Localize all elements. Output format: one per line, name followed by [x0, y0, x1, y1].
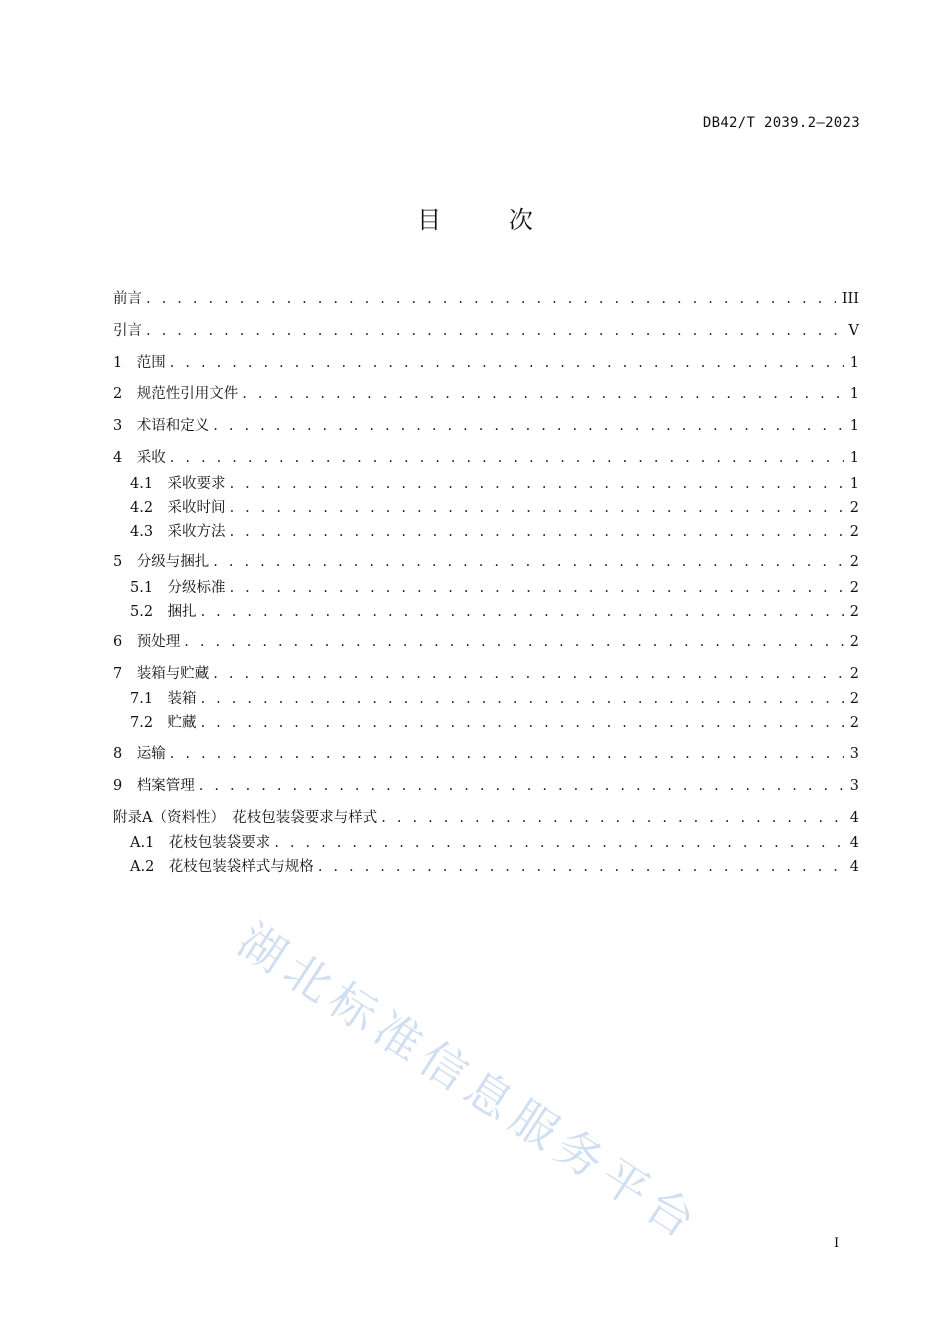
toc-entry-page: 2: [849, 604, 859, 620]
toc-leader-dots: [201, 713, 844, 733]
toc-entry[interactable]: [113, 808, 859, 828]
toc-entry-page: 2: [849, 580, 859, 596]
toc-subentry[interactable]: [130, 857, 859, 877]
toc-leader-dots: [201, 689, 844, 709]
toc-entry-page: 2: [849, 691, 859, 707]
toc-entry-label: 7 装箱与贮藏: [113, 666, 210, 682]
toc-entry-page: 1: [849, 418, 859, 434]
toc-entry-page: 4: [849, 859, 859, 875]
toc-entry-label: 4.1 采收要求: [130, 476, 226, 492]
toc-leader-dots: [199, 776, 844, 796]
toc-entry[interactable]: [113, 744, 859, 764]
standard-code: DB42/T 2039.2—2023: [702, 115, 860, 131]
toc-entry-page: 1: [849, 386, 859, 402]
toc-entry[interactable]: [113, 289, 859, 309]
toc-entry-page: 1: [849, 355, 859, 371]
toc-entry-page: 2: [849, 634, 859, 650]
toc-leader-dots: [170, 744, 844, 764]
toc-entry[interactable]: [113, 632, 859, 652]
toc-entry[interactable]: [113, 353, 859, 373]
toc-entry-label: 前言: [113, 291, 142, 307]
toc-entry-page: 4: [849, 835, 859, 851]
page-title: [0, 200, 950, 235]
toc-entry-page: 3: [849, 746, 859, 762]
toc-subentry[interactable]: [130, 578, 859, 598]
footer-page-number: I: [834, 1236, 840, 1251]
toc-entry-page: 1: [849, 476, 859, 492]
toc-leader-dots: [213, 416, 844, 436]
toc-entry-label: A.2 花枝包装袋样式与规格: [130, 859, 314, 875]
toc-subentry[interactable]: [130, 602, 859, 622]
toc-entry-page: 2: [849, 554, 859, 570]
toc-entry[interactable]: [113, 448, 859, 468]
toc-entry-label: 5.2 捆扎: [130, 604, 197, 620]
toc-subentry[interactable]: [130, 522, 859, 542]
toc-leader-dots: [146, 321, 843, 341]
toc-leader-dots: [230, 522, 844, 542]
toc-subentry[interactable]: [130, 498, 859, 518]
toc-entry-label: 6 预处理: [113, 634, 181, 650]
toc-subentry[interactable]: [130, 833, 859, 853]
toc-entry-label: 附录A（资料性） 花枝包装袋要求与样式: [113, 810, 378, 826]
toc-entry-label: 5 分级与捆扎: [113, 554, 210, 570]
toc-entry-page: 2: [849, 524, 859, 540]
toc-leader-dots: [184, 632, 844, 652]
toc-leader-dots: [230, 474, 844, 494]
toc-entry[interactable]: [113, 416, 859, 436]
toc-entry-label: 3 术语和定义: [113, 418, 210, 434]
toc-entry-page: 3: [849, 778, 859, 794]
toc-entry[interactable]: [113, 776, 859, 796]
toc-entry-label: 9 档案管理: [113, 778, 195, 794]
toc-entry-label: 7.1 装箱: [130, 691, 197, 707]
toc-entry[interactable]: [113, 552, 859, 572]
toc-entry-page: 2: [849, 666, 859, 682]
toc-entry-label: 引言: [113, 323, 142, 339]
toc-leader-dots: [170, 448, 844, 468]
toc-leader-dots: [242, 384, 844, 404]
toc-entry-label: A.1 花枝包装袋要求: [130, 835, 271, 851]
toc-leader-dots: [201, 602, 844, 622]
toc-entry-label: 8 运输: [113, 746, 166, 762]
toc-entry-label: 7.2 贮藏: [130, 715, 197, 731]
toc-entry-label: 4.3 采收方法: [130, 524, 226, 540]
toc-leader-dots: [213, 664, 844, 684]
toc-leader-dots: [230, 578, 844, 598]
toc-entry-label: 4 采收: [113, 450, 166, 466]
toc-entry-page: 4: [849, 810, 859, 826]
toc-entry-label: 5.1 分级标准: [130, 580, 226, 596]
toc-entry[interactable]: [113, 664, 859, 684]
toc-leader-dots: [146, 289, 836, 309]
toc-entry-page: III: [841, 291, 859, 307]
watermark: 湖北标准信息服务平台: [228, 912, 711, 1253]
toc-leader-dots: [170, 353, 844, 373]
toc-entry-page: 1: [849, 450, 859, 466]
toc-entry-label: 4.2 采收时间: [130, 500, 226, 516]
toc-subentry[interactable]: [130, 474, 859, 494]
toc-leader-dots: [318, 857, 844, 877]
toc-entry[interactable]: [113, 321, 859, 341]
toc-leader-dots: [213, 552, 844, 572]
toc-entry-label: 2 规范性引用文件: [113, 386, 239, 402]
toc-leader-dots: [274, 833, 843, 853]
title-char-2: 次: [508, 206, 533, 234]
title-char-1: 目: [417, 206, 442, 234]
toc-entry-page: 2: [849, 500, 859, 516]
toc-entry[interactable]: [113, 384, 859, 404]
toc-leader-dots: [381, 808, 844, 828]
toc-entry-page: V: [848, 323, 859, 339]
toc-subentry[interactable]: [130, 713, 859, 733]
toc-entry-page: 2: [849, 715, 859, 731]
toc-leader-dots: [230, 498, 844, 518]
toc-entry-label: 1 范围: [113, 355, 166, 371]
toc-subentry[interactable]: [130, 689, 859, 709]
